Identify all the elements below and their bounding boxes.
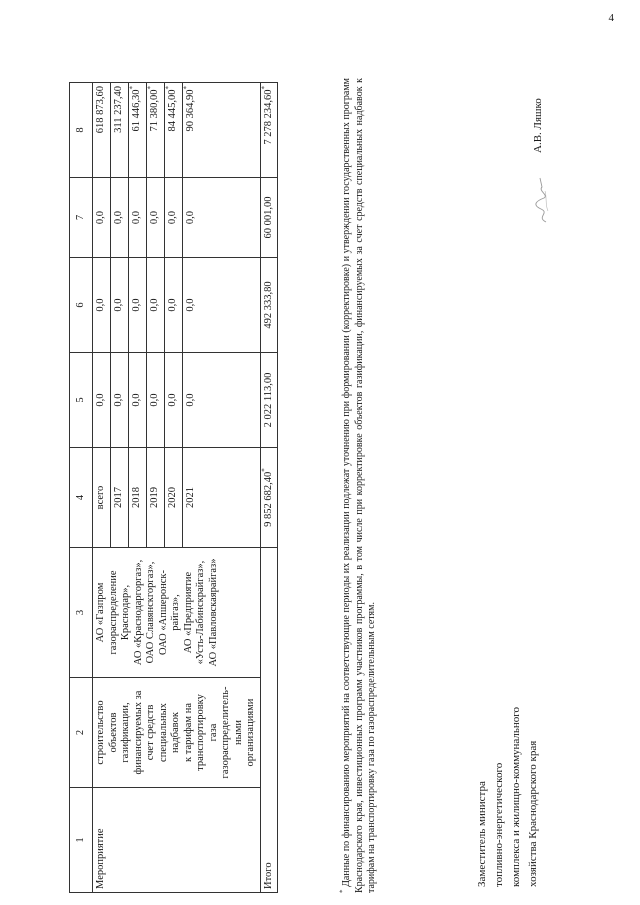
total-cell: 60 001,00 (260, 178, 278, 258)
amount-value: 71 380,00 (148, 89, 160, 132)
year-cell: 2019 (146, 448, 164, 548)
year-cell: 2020 (164, 448, 182, 548)
amount-value: 90 364,90 (184, 89, 196, 132)
value-cell: 0,0 (110, 353, 128, 448)
amount-cell (164, 83, 182, 178)
year-cell: всего (93, 448, 111, 548)
footnote-mark: * (146, 86, 155, 90)
total-row (260, 83, 278, 893)
value-cell: 0,0 (128, 353, 146, 448)
amount-value: 84 445,00 (166, 89, 178, 132)
signature-block (474, 27, 554, 887)
value-cell: 0,0 (128, 178, 146, 258)
value-cell: 0,0 (164, 178, 182, 258)
value-cell: 0,0 (146, 258, 164, 353)
signatory-title-line: хозяйства Краснодарского края (527, 740, 539, 887)
column-number: 4 (70, 448, 93, 548)
executors-cell: АО «Газпром газораспределение Краснодар», АО «Краснодаргоргаз», ОАО Славянскгоргаз», ОАО «Апшеронск- райгаз», АО «Предприятие «Усть-Лабинскрайгаз», АО «Павловскаярайгаз» (93, 548, 261, 678)
measure-label-cell: Мероприятие (93, 788, 261, 893)
signatory-title-line: комплекса и жилищно-коммунального (510, 706, 522, 887)
footnote-mark: * (260, 468, 268, 472)
value-cell: 0,0 (146, 178, 164, 258)
column-number: 1 (70, 788, 93, 893)
measure-description-cell: строительство объектов газификации, финансируемых за счет средств специальных надбавок к тарифам на транспортировку газа газораспределитель- ными организациями (93, 678, 261, 788)
signatory-name: А.В. Ляшко (532, 98, 544, 153)
rotated-page-content (69, 23, 554, 893)
total-cell: 492 333,80 (260, 258, 278, 353)
column-number: 3 (70, 548, 93, 678)
financing-table (69, 82, 278, 893)
column-number: 7 (70, 178, 93, 258)
amount-cell (182, 83, 260, 178)
total-value: 7 278 234,60 (262, 89, 274, 145)
signatory-title-line: Заместитель министра (476, 781, 488, 887)
page-number: 4 (608, 12, 614, 24)
column-number: 6 (70, 258, 93, 353)
column-number: 8 (70, 83, 93, 178)
table-row (93, 83, 111, 893)
footnote-mark: * (260, 86, 268, 90)
column-number: 5 (70, 353, 93, 448)
year-cell: 2018 (128, 448, 146, 548)
total-cell: 2 022 113,00 (260, 353, 278, 448)
footnote-marker: * (338, 889, 347, 893)
total-label: Итого (260, 548, 278, 893)
total-value: 9 852 682,40 (262, 471, 274, 527)
footnote-text: Данные по финансированию мероприятий на соответствующие периоды их реализации подлежат уточнению при формировании (корректировке) и утверждении государственных программ Краснодарского края, инвестиционных программ участников программы, в том числе при корректировке объектов газификации, финансируемых за счет средств специальных надбавок к тарифам на транспортировку газа по газораспределительным сетям. (341, 78, 378, 893)
value-cell: 0,0 (164, 353, 182, 448)
amount-cell (128, 83, 146, 178)
value-cell: 0,0 (93, 353, 111, 448)
amount-cell (146, 83, 164, 178)
year-cell: 2017 (110, 448, 128, 548)
signatory-title (474, 707, 542, 887)
value-cell: 0,0 (93, 258, 111, 353)
signatory-title-line: топливно-энергетического (493, 762, 505, 887)
value-cell: 0,0 (110, 178, 128, 258)
year-cell: 2021 (182, 448, 260, 548)
column-number: 2 (70, 678, 93, 788)
amount-value: 311 237,40 (112, 86, 124, 133)
amount-cell (110, 83, 128, 178)
value-cell: 0,0 (110, 258, 128, 353)
footnote (338, 78, 379, 893)
handwritten-signature (532, 175, 552, 225)
value-cell: 0,0 (164, 258, 182, 353)
total-cell (260, 448, 278, 548)
value-cell: 0,0 (128, 258, 146, 353)
total-cell (260, 83, 278, 178)
footnote-mark: * (164, 86, 173, 90)
footnote-mark: * (182, 86, 190, 90)
amount-value: 618 873,60 (95, 86, 106, 134)
value-cell: 0,0 (93, 178, 111, 258)
amount-cell (93, 83, 111, 178)
value-cell: 0,0 (146, 353, 164, 448)
value-cell: 0,0 (182, 258, 260, 353)
value-cell: 0,0 (182, 353, 260, 448)
amount-value: 61 446,30 (130, 89, 142, 132)
value-cell: 0,0 (182, 178, 260, 258)
column-number-row (70, 83, 93, 893)
footnote-mark: * (128, 86, 137, 90)
